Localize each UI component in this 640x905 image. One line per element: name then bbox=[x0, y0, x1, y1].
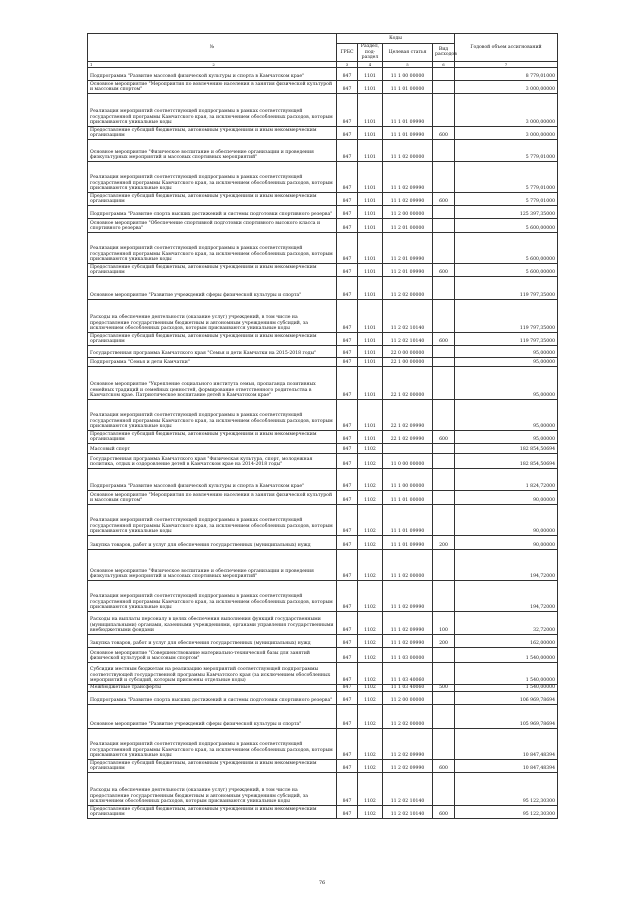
row-vr bbox=[433, 232, 455, 263]
row-vr bbox=[433, 704, 455, 728]
row-name: Основное мероприятие "Укрепление социального института семьи, пропаганда позитивных семейных традиций и семейных ценностей, формирование ответственного родительства в Камчатском крае. Патриотическое воспитание детей в Камчатском крае" bbox=[88, 366, 337, 399]
table-row bbox=[88, 263, 558, 276]
header-razdel: Раздел, под-раздел bbox=[358, 44, 383, 62]
colnum-3: 3 bbox=[337, 61, 358, 67]
row-grbs: 847 bbox=[337, 357, 358, 366]
row-razdel: 1102 bbox=[358, 684, 383, 691]
row-razdel: 1101 bbox=[358, 67, 383, 80]
colnum-1: 1 2 bbox=[88, 61, 337, 67]
row-razdel: 1101 bbox=[358, 332, 383, 345]
row-vr: 200 bbox=[433, 634, 455, 647]
row-razdel: 1102 bbox=[358, 662, 383, 684]
row-name: Предоставление субсидий бюджетным, автономным учреждениям и иным некоммерческим организациям bbox=[88, 805, 337, 818]
colnum-7: 7 bbox=[455, 61, 558, 67]
table-body bbox=[88, 67, 558, 818]
row-cst: 11 1 01 00000 bbox=[383, 80, 433, 93]
page-number: 76 bbox=[318, 880, 326, 886]
row-grbs: 847 bbox=[337, 232, 358, 263]
row-grbs: 847 bbox=[337, 805, 358, 818]
row-amount: 95 122,30300 bbox=[455, 805, 558, 818]
row-name: Массовый спорт bbox=[88, 443, 337, 453]
row-amount: 90,00000 bbox=[455, 490, 558, 504]
row-amount: 106 969,78694 bbox=[455, 691, 558, 704]
row-vr: 600 bbox=[433, 805, 455, 818]
row-grbs: 847 bbox=[337, 549, 358, 580]
table-row bbox=[88, 535, 558, 549]
row-razdel: 1101 bbox=[358, 192, 383, 205]
header-cst: Целевая статья bbox=[383, 44, 433, 62]
row-name: Субсидии местным бюджетам на реализацию мероприятий соответствующей подпрограммы соответствующей государственной программы Камчатского края (за исключением обособленных мероприятий и субсидий, которым присвоены отдельные коды) bbox=[88, 662, 337, 684]
row-vr bbox=[433, 691, 455, 704]
row-vr bbox=[433, 357, 455, 366]
row-name: Государственная программа Камчатского края "Физическая культура, спорт, молодежная политика, отдых и оздоровление детей в Камчатском крае на 2014-2018 годы" bbox=[88, 453, 337, 468]
row-cst: 11 1 02 09990 bbox=[383, 192, 433, 205]
row-amount: 105 969,78694 bbox=[455, 704, 558, 728]
row-cst: 11 0 00 00000 bbox=[383, 453, 433, 468]
table-row bbox=[88, 453, 558, 468]
row-name: Предоставление субсидий бюджетным, автономным учреждениям и иным некоммерческим организациям bbox=[88, 430, 337, 443]
budget-table-page bbox=[87, 33, 557, 886]
row-cst: 11 1 00 00000 bbox=[383, 468, 433, 490]
row-cst: 22 0 00 00000 bbox=[383, 345, 433, 357]
table-row bbox=[88, 549, 558, 580]
row-razdel: 1101 bbox=[358, 263, 383, 276]
row-vr bbox=[433, 80, 455, 93]
colnum-4: 4 bbox=[358, 61, 383, 67]
row-cst: 11 1 02 00000 bbox=[383, 139, 433, 161]
row-amount: 5 779,01000 bbox=[455, 192, 558, 205]
table-row bbox=[88, 345, 558, 357]
row-amount: 182 854,50694 bbox=[455, 453, 558, 468]
row-cst: 11 1 02 00000 bbox=[383, 549, 433, 580]
row-cst: 22 1 02 09990 bbox=[383, 430, 433, 443]
row-razdel: 1102 bbox=[358, 805, 383, 818]
row-razdel: 1102 bbox=[358, 611, 383, 634]
row-grbs: 847 bbox=[337, 490, 358, 504]
row-grbs: 847 bbox=[337, 634, 358, 647]
row-grbs: 847 bbox=[337, 93, 358, 126]
row-cst: 22 1 02 09990 bbox=[383, 399, 433, 430]
row-vr bbox=[433, 366, 455, 399]
row-vr: 600 bbox=[433, 192, 455, 205]
row-cst: 11 1 03 40060 bbox=[383, 662, 433, 684]
row-cst: 11 1 02 09990 bbox=[383, 161, 433, 192]
row-amount: 90,00000 bbox=[455, 535, 558, 549]
row-razdel: 1101 bbox=[358, 93, 383, 126]
table-row bbox=[88, 80, 558, 93]
table-row bbox=[88, 647, 558, 662]
row-amount: 119 797,35000 bbox=[455, 332, 558, 345]
row-name: Подпрограмма "Развитие спорта высших достижений и системы подготовки спортивного резерва" bbox=[88, 691, 337, 704]
row-name: Реализация мероприятий соответствующей подпрограммы в рамках соответствующей государственной программы Камчатского края, за исключением обособленных расходов, которым присваиваются уникальные коды bbox=[88, 399, 337, 430]
row-cst: 11 2 01 00000 bbox=[383, 218, 433, 232]
row-grbs: 847 bbox=[337, 611, 358, 634]
row-amount: 32,72000 bbox=[455, 611, 558, 634]
row-grbs: 847 bbox=[337, 67, 358, 80]
row-cst: 11 2 01 09990 bbox=[383, 263, 433, 276]
row-name: Подпрограмма "Развитие спорта высших достижений и системы подготовки спортивного резерва" bbox=[88, 205, 337, 218]
table-row bbox=[88, 468, 558, 490]
row-amount: 95 122,30300 bbox=[455, 772, 558, 805]
row-vr: 600 bbox=[433, 263, 455, 276]
row-razdel: 1102 bbox=[358, 453, 383, 468]
row-vr bbox=[433, 218, 455, 232]
row-grbs: 847 bbox=[337, 192, 358, 205]
row-cst: 11 1 02 09990 bbox=[383, 634, 433, 647]
table-row bbox=[88, 232, 558, 263]
row-vr: 600 bbox=[433, 126, 455, 139]
row-vr bbox=[433, 647, 455, 662]
row-grbs: 847 bbox=[337, 580, 358, 611]
row-name: Реализация мероприятий соответствующей подпрограммы в рамках соответствующей государственной программы Камчатского края, за исключением обособленных расходов, которым присваиваются уникальные коды bbox=[88, 161, 337, 192]
row-amount: 125 397,35000 bbox=[455, 205, 558, 218]
row-cst: 11 1 00 00000 bbox=[383, 67, 433, 80]
row-vr: 500 bbox=[433, 684, 455, 691]
row-vr bbox=[433, 161, 455, 192]
table-row bbox=[88, 772, 558, 805]
row-razdel: 1101 bbox=[358, 276, 383, 299]
row-grbs: 847 bbox=[337, 704, 358, 728]
row-name: Подпрограмма "Развитие массовой физической культуры и спорта в Камчатском крае" bbox=[88, 468, 337, 490]
colnum-5: 5 bbox=[383, 61, 433, 67]
row-vr bbox=[433, 299, 455, 332]
row-amount: 10 847,48394 bbox=[455, 759, 558, 772]
row-grbs: 847 bbox=[337, 684, 358, 691]
row-amount: 1 540,00000 bbox=[455, 647, 558, 662]
row-grbs: 847 bbox=[337, 468, 358, 490]
row-razdel: 1101 bbox=[358, 366, 383, 399]
table-row bbox=[88, 399, 558, 430]
row-razdel: 1102 bbox=[358, 772, 383, 805]
row-razdel: 1102 bbox=[358, 634, 383, 647]
row-razdel: 1101 bbox=[358, 80, 383, 93]
row-vr bbox=[433, 728, 455, 759]
row-name: Основное мероприятие "Обеспечение спортивной подготовки спортивного высокого класса и спортивного резерва" bbox=[88, 218, 337, 232]
row-vr bbox=[433, 772, 455, 805]
table-row bbox=[88, 192, 558, 205]
row-razdel: 1101 bbox=[358, 232, 383, 263]
header-amount: Годовой объем ассигнований bbox=[455, 34, 558, 62]
row-vr bbox=[433, 276, 455, 299]
table-row bbox=[88, 93, 558, 126]
row-cst: 11 1 01 09990 bbox=[383, 504, 433, 535]
budget-table bbox=[87, 33, 558, 819]
row-amount: 3 000,00000 bbox=[455, 80, 558, 93]
row-vr bbox=[433, 205, 455, 218]
row-name: Реализация мероприятий соответствующей подпрограммы в рамках соответствующей государственной программы Камчатского края, за исключением обособленных расходов, которым присваиваются уникальные коды bbox=[88, 93, 337, 126]
row-name: Основное мероприятие "Развитие учреждений сферы физической культуры и спорта" bbox=[88, 704, 337, 728]
row-cst: 11 2 02 09990 bbox=[383, 728, 433, 759]
row-grbs: 847 bbox=[337, 126, 358, 139]
row-amount: 10 847,48394 bbox=[455, 728, 558, 759]
row-cst: 11 2 02 10140 bbox=[383, 805, 433, 818]
row-grbs: 847 bbox=[337, 535, 358, 549]
row-razdel: 1101 bbox=[358, 205, 383, 218]
row-vr bbox=[433, 399, 455, 430]
row-grbs: 847 bbox=[337, 759, 358, 772]
row-name: Расходы на обеспечение деятельности (оказание услуг) учреждений, в том числе на предоставление государственным бюджетным и автономным учреждениям субсидий, за исключением обособленных расходов, которым присваиваются уникальные коды bbox=[88, 299, 337, 332]
row-razdel: 1102 bbox=[358, 468, 383, 490]
row-grbs: 847 bbox=[337, 263, 358, 276]
table-row bbox=[88, 691, 558, 704]
table-row bbox=[88, 139, 558, 161]
table-row bbox=[88, 728, 558, 759]
row-razdel: 1101 bbox=[358, 126, 383, 139]
row-amount: 1 540,00000 bbox=[455, 684, 558, 691]
table-row bbox=[88, 704, 558, 728]
table-row bbox=[88, 580, 558, 611]
table-row bbox=[88, 490, 558, 504]
table-row bbox=[88, 357, 558, 366]
row-grbs: 847 bbox=[337, 691, 358, 704]
row-vr bbox=[433, 504, 455, 535]
row-cst: 11 1 01 09990 bbox=[383, 535, 433, 549]
row-vr bbox=[433, 490, 455, 504]
row-vr: 600 bbox=[433, 759, 455, 772]
row-amount: 8 779,01000 bbox=[455, 67, 558, 80]
row-grbs: 847 bbox=[337, 332, 358, 345]
row-name: Предоставление субсидий бюджетным, автономным учреждениям и иным некоммерческим организациям bbox=[88, 263, 337, 276]
row-razdel: 1102 bbox=[358, 580, 383, 611]
row-cst: 11 2 02 10140 bbox=[383, 332, 433, 345]
row-vr: 600 bbox=[433, 332, 455, 345]
row-amount: 194,72000 bbox=[455, 580, 558, 611]
header-grbs: ГРБС bbox=[337, 44, 358, 62]
row-razdel: 1102 bbox=[358, 549, 383, 580]
row-cst: 11 2 00 00000 bbox=[383, 691, 433, 704]
row-cst: 11 2 01 09990 bbox=[383, 232, 433, 263]
row-razdel: 1101 bbox=[358, 430, 383, 443]
row-razdel: 1102 bbox=[358, 691, 383, 704]
table-row bbox=[88, 126, 558, 139]
table-row bbox=[88, 634, 558, 647]
row-amount: 5 600,00000 bbox=[455, 232, 558, 263]
table-row bbox=[88, 332, 558, 345]
row-vr bbox=[433, 662, 455, 684]
row-amount: 182 854,50694 bbox=[455, 443, 558, 453]
row-razdel: 1101 bbox=[358, 345, 383, 357]
row-name: Предоставление субсидий бюджетным, автономным учреждениям и иным некоммерческим организациям bbox=[88, 332, 337, 345]
row-cst: 11 2 02 09990 bbox=[383, 759, 433, 772]
row-vr bbox=[433, 453, 455, 468]
row-razdel: 1101 bbox=[358, 139, 383, 161]
row-name: Основное мероприятие "Мероприятия по вовлечению населения в занятия физической культурой и массовым спортом" bbox=[88, 490, 337, 504]
row-razdel: 1102 bbox=[358, 728, 383, 759]
row-name: Межбюджетные трансферты bbox=[88, 684, 337, 691]
header-number: № bbox=[88, 34, 337, 62]
table-row bbox=[88, 430, 558, 443]
row-cst: 22 1 02 00000 bbox=[383, 366, 433, 399]
row-razdel: 1102 bbox=[358, 759, 383, 772]
row-grbs: 847 bbox=[337, 430, 358, 443]
row-cst: 11 1 03 00000 bbox=[383, 647, 433, 662]
colnum-6: 6 bbox=[433, 61, 455, 67]
row-vr: 200 bbox=[433, 535, 455, 549]
row-name: Предоставление субсидий бюджетным, автономным учреждениям и иным некоммерческим организациям bbox=[88, 126, 337, 139]
table-row bbox=[88, 759, 558, 772]
row-amount: 1 824,72000 bbox=[455, 468, 558, 490]
table-row bbox=[88, 161, 558, 192]
row-name: Подпрограмма "Развитие массовой физической культуры и спорта в Камчатском крае" bbox=[88, 67, 337, 80]
row-razdel: 1101 bbox=[358, 399, 383, 430]
row-vr bbox=[433, 443, 455, 453]
row-amount: 5 600,00000 bbox=[455, 263, 558, 276]
row-grbs: 847 bbox=[337, 443, 358, 453]
row-razdel: 1102 bbox=[358, 490, 383, 504]
row-amount: 3 000,00000 bbox=[455, 126, 558, 139]
row-cst: 11 1 01 09990 bbox=[383, 93, 433, 126]
row-name: Основное мероприятие "Совершенствование материально-технической базы для занятий физической культурой и массовым спортом" bbox=[88, 647, 337, 662]
table-row bbox=[88, 684, 558, 691]
row-grbs: 847 bbox=[337, 276, 358, 299]
row-amount: 95,00000 bbox=[455, 357, 558, 366]
row-amount: 162,00000 bbox=[455, 634, 558, 647]
row-amount: 3 000,00000 bbox=[455, 93, 558, 126]
row-name: Предоставление субсидий бюджетным, автономным учреждениям и иным некоммерческим организациям bbox=[88, 192, 337, 205]
row-grbs: 847 bbox=[337, 504, 358, 535]
row-amount: 95,00000 bbox=[455, 345, 558, 357]
table-row bbox=[88, 805, 558, 818]
row-razdel: 1101 bbox=[358, 161, 383, 192]
row-grbs: 847 bbox=[337, 161, 358, 192]
row-grbs: 847 bbox=[337, 647, 358, 662]
row-cst: 22 1 00 00000 bbox=[383, 357, 433, 366]
row-name: Государственная программа Камчатского края "Семья и дети Камчатки на 2015-2018 годы" bbox=[88, 345, 337, 357]
row-name: Основное мероприятие "Физическое воспитание и обеспечение организации и проведения физкультурных мероприятий и массовых спортивных мероприятий" bbox=[88, 139, 337, 161]
row-amount: 119 797,35000 bbox=[455, 299, 558, 332]
row-vr bbox=[433, 67, 455, 80]
row-cst: 11 2 00 00000 bbox=[383, 205, 433, 218]
row-name: Подпрограмма "Семья и дети Камчатки" bbox=[88, 357, 337, 366]
row-amount: 5 779,01000 bbox=[455, 139, 558, 161]
row-name: Основное мероприятие "Мероприятия по вовлечению населения в занятия физической культурой и массовым спортом" bbox=[88, 80, 337, 93]
row-name: Основное мероприятие "Развитие учреждений сферы физической культуры и спорта" bbox=[88, 276, 337, 299]
row-grbs: 847 bbox=[337, 728, 358, 759]
row-grbs: 847 bbox=[337, 345, 358, 357]
row-cst: 11 2 02 00000 bbox=[383, 704, 433, 728]
table-row bbox=[88, 276, 558, 299]
row-name: Реализация мероприятий соответствующей подпрограммы в рамках соответствующей государственной программы Камчатского края, за исключением обособленных расходов, которым присваиваются уникальные коды bbox=[88, 504, 337, 535]
row-vr: 600 bbox=[433, 430, 455, 443]
row-name: Закупка товаров, работ и услуг для обеспечения государственных (муниципальных) нужд bbox=[88, 535, 337, 549]
row-cst: 11 2 02 10140 bbox=[383, 299, 433, 332]
row-name: Реализация мероприятий соответствующей подпрограммы в рамках соответствующей государственной программы Камчатского края, за исключением обособленных расходов, которым присваиваются уникальные коды bbox=[88, 728, 337, 759]
row-vr bbox=[433, 549, 455, 580]
table-row bbox=[88, 67, 558, 80]
row-name: Предоставление субсидий бюджетным, автономным учреждениям и иным некоммерческим организациям bbox=[88, 759, 337, 772]
row-cst: 11 2 02 00000 bbox=[383, 276, 433, 299]
table-row bbox=[88, 205, 558, 218]
row-razdel: 1102 bbox=[358, 535, 383, 549]
row-grbs: 847 bbox=[337, 218, 358, 232]
row-razdel: 1101 bbox=[358, 299, 383, 332]
row-amount: 90,00000 bbox=[455, 504, 558, 535]
row-vr bbox=[433, 345, 455, 357]
row-grbs: 847 bbox=[337, 205, 358, 218]
row-razdel: 1102 bbox=[358, 704, 383, 728]
row-razdel: 1101 bbox=[358, 357, 383, 366]
table-row bbox=[88, 299, 558, 332]
row-cst: 11 1 01 09990 bbox=[383, 126, 433, 139]
row-name: Реализация мероприятий соответствующей подпрограммы в рамках соответствующей государственной программы Камчатского края, за исключением обособленных расходов, которым присваиваются уникальные коды bbox=[88, 580, 337, 611]
table-row bbox=[88, 443, 558, 453]
row-cst: 11 2 02 10140 bbox=[383, 772, 433, 805]
row-vr bbox=[433, 139, 455, 161]
row-name: Закупка товаров, работ и услуг для обеспечения государственных (муниципальных) нужд bbox=[88, 634, 337, 647]
row-amount: 95,00000 bbox=[455, 430, 558, 443]
table-row bbox=[88, 366, 558, 399]
row-name: Основное мероприятие "Физическое воспитание и обеспечение организации и проведения физкультурных мероприятий и массовых спортивных мероприятий" bbox=[88, 549, 337, 580]
table-row bbox=[88, 662, 558, 684]
row-amount: 5 779,01000 bbox=[455, 161, 558, 192]
row-vr bbox=[433, 580, 455, 611]
table-row bbox=[88, 504, 558, 535]
row-grbs: 847 bbox=[337, 139, 358, 161]
row-cst: 11 1 01 00000 bbox=[383, 490, 433, 504]
row-grbs: 847 bbox=[337, 662, 358, 684]
table-row bbox=[88, 611, 558, 634]
row-cst: 11 1 02 09990 bbox=[383, 611, 433, 634]
row-vr: 100 bbox=[433, 611, 455, 634]
row-grbs: 847 bbox=[337, 366, 358, 399]
row-name: Расходы на выплаты персоналу в целях обеспечения выполнения функций государственными (муниципальными) органами, казенными учреждениями, органами управления государственными внебюджетными фондами bbox=[88, 611, 337, 634]
row-name: Расходы на обеспечение деятельности (оказание услуг) учреждений, в том числе на предоставление государственным бюджетным и автономным учреждениям субсидий, за исключением обособленных расходов, которым присваиваются уникальные коды bbox=[88, 772, 337, 805]
row-cst: 11 1 02 09990 bbox=[383, 580, 433, 611]
row-razdel: 1101 bbox=[358, 218, 383, 232]
row-amount: 1 540,00000 bbox=[455, 662, 558, 684]
row-vr bbox=[433, 93, 455, 126]
table-row bbox=[88, 218, 558, 232]
header-vr: Вид расходов bbox=[433, 44, 455, 62]
row-razdel: 1102 bbox=[358, 504, 383, 535]
row-amount: 95,00000 bbox=[455, 399, 558, 430]
row-amount: 194,72000 bbox=[455, 549, 558, 580]
row-grbs: 847 bbox=[337, 80, 358, 93]
row-razdel: 1102 bbox=[358, 647, 383, 662]
row-amount: 119 797,35000 bbox=[455, 276, 558, 299]
row-cst bbox=[383, 443, 433, 453]
row-grbs: 847 bbox=[337, 399, 358, 430]
row-amount: 95,00000 bbox=[455, 366, 558, 399]
row-grbs: 847 bbox=[337, 453, 358, 468]
row-amount: 5 600,00000 bbox=[455, 218, 558, 232]
row-name: Реализация мероприятий соответствующей подпрограммы в рамках соответствующей государственной программы Камчатского края, за исключением обособленных расходов, которым присваиваются уникальные коды bbox=[88, 232, 337, 263]
row-vr bbox=[433, 468, 455, 490]
row-cst: 11 1 03 40060 bbox=[383, 684, 433, 691]
row-grbs: 847 bbox=[337, 299, 358, 332]
row-razdel: 1102 bbox=[358, 443, 383, 453]
header-codes: Коды bbox=[337, 34, 455, 44]
row-grbs: 847 bbox=[337, 772, 358, 805]
